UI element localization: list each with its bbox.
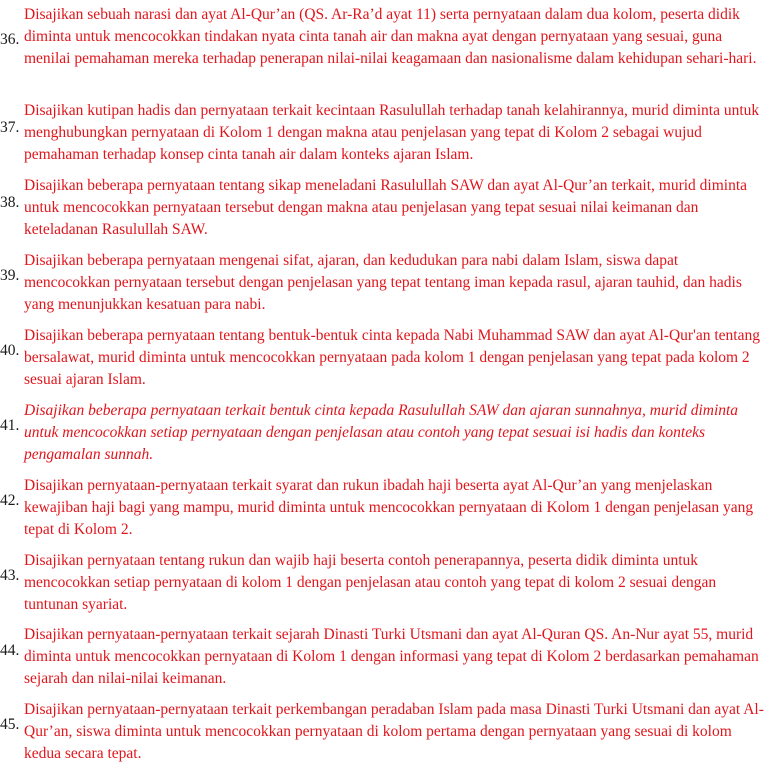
item-number: 37. [0, 119, 20, 136]
item-number: 38. [0, 194, 20, 211]
item-number: 41. [0, 417, 20, 434]
item-text: Disajikan beberapa pernyataan tentang bentuk-bentuk cinta kepada Nabi Muhammad SAW dan ayat Al-Qur'an tentang bersalawat, murid diminta untuk mencocokkan pernyataan pada kolom 1 dengan penjelasan yang tepat pada kolom 2 sesuai ajaran Islam. [24, 327, 760, 388]
item-text: Disajikan sebuah narasi dan ayat Al-Qur’an (QS. Ar-Ra’d ayat 11) serta pernyataan dalam dua kolom, peserta didik diminta untuk mencocokkan tindakan nyata cinta tanah air dan makna ayat dengan pernyataan yang sesuai, guna menilai pemahaman mereka terhadap penerapan nilai-nilai keagamaan dan nasionalisme dalam kehidupan sehari-hari. [24, 6, 757, 67]
item-number: 40. [0, 342, 20, 359]
item-number: 42. [0, 492, 20, 509]
item-text: Disajikan beberapa pernyataan mengenai sifat, ajaran, dan kedudukan para nabi dalam Islam, siswa dapat mencocokkan pernyataan tersebut dengan penjelasan yang tepat tentang iman kepada rasul, ajaran tauhid, dan hadis yang menunjukkan kesatuan para nabi. [24, 252, 742, 313]
item-text: Disajikan pernyataan-pernyataan terkait syarat dan rukun ibadah haji beserta ayat Al-Qur’an yang menjelaskan kewajiban haji bagi yang mampu, murid diminta untuk mencocokkan pernyataan di Kolom 1 dengan penjelasan yang tepat di Kolom 2. [24, 477, 754, 538]
item-text: Disajikan kutipan hadis dan pernyataan terkait kecintaan Rasulullah terhadap tanah kelahirannya, murid diminta untuk menghubungkan pernyataan di Kolom 1 dengan makna atau penjelasan yang tepat di Kolom 2 sebagai wujud pemahaman terhadap konsep cinta tanah air dalam konteks ajaran Islam. [24, 102, 760, 163]
item-text: Disajikan beberapa pernyataan tentang sikap meneladani Rasulullah SAW dan ayat Al-Qur’an terkait, murid diminta untuk mencocokkan pernyataan tersebut dengan makna atau penjelasan yang tepat sesuai nilai keimanan dan keteladanan Rasulullah SAW. [24, 177, 748, 238]
item-number: 39. [0, 267, 20, 284]
item-text: Disajikan beberapa pernyataan terkait bentuk cinta kepada Rasulullah SAW dan ajaran sunnahnya, murid diminta untuk mencocokkan setiap pernyataan dengan penjelasan atau contoh yang tepat sesuai isi hadis dan konteks pengamalan sunnah. [24, 402, 739, 463]
item-number: 36. [0, 31, 20, 48]
item-number: 45. [0, 716, 20, 733]
item-text: Disajikan pernyataan-pernyataan terkait perkembangan peradaban Islam pada masa Dinasti Turki Utsmani dan ayat Al-Qur’an, siswa diminta untuk mencocokkan pernyataan di kolom pertama dengan pernyataan yang sesuai di kolom kedua secara tepat. [24, 701, 764, 762]
item-number: 44. [0, 642, 20, 659]
item-text: Disajikan pernyataan tentang rukun dan wajib haji beserta contoh penerapannya, peserta didik diminta untuk mencocokkan setiap pernyataan di kolom 1 dengan penjelasan atau contoh yang tepat di kolom 2 sesuai dengan tuntunan syariat. [24, 552, 717, 613]
item-text: Disajikan pernyataan-pernyataan terkait sejarah Dinasti Turki Utsmani dan ayat Al-Quran QS. An-Nur ayat 55, murid diminta untuk mencocokkan pernyataan di Kolom 1 dengan informasi yang tepat di Kolom 2 berdasarkan pemahaman sejarah dan nilai-nilai keimanan. [24, 626, 759, 687]
item-number: 43. [0, 567, 20, 584]
